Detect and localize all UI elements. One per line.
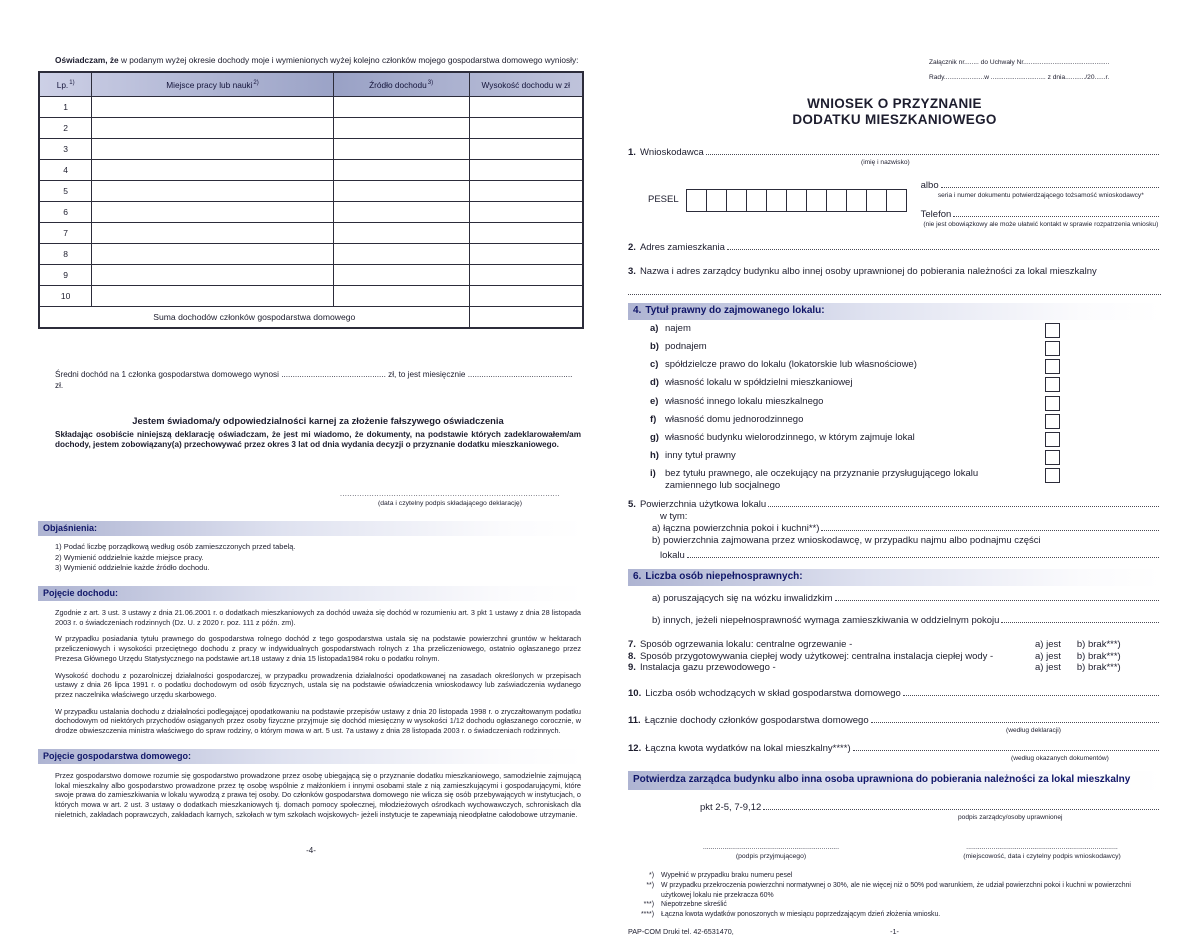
income-table <box>38 71 584 329</box>
pesel-label: PESEL <box>648 194 679 206</box>
telefon-field <box>921 209 1161 221</box>
table-row <box>39 97 583 118</box>
pesel-field <box>648 171 907 229</box>
albo-label: albo <box>920 180 939 192</box>
pesel-box[interactable] <box>786 189 807 212</box>
powierzchnia-b-fill-line[interactable] <box>687 557 1159 558</box>
dochody-caption: (według deklaracji) <box>1006 727 1061 735</box>
jest-option[interactable]: a) jest <box>1035 638 1061 650</box>
option-checkbox[interactable] <box>1045 432 1060 447</box>
option-checkbox[interactable] <box>1045 377 1060 392</box>
section-pojecie-gospodarstwa-header: Pojęcie gospodarstwa domowego: <box>38 749 584 764</box>
form-title: WNIOSEK O PRZYZNANIE DODATKU MIESZKANIOWEGO <box>792 96 997 127</box>
field-ciepla-woda: 8. Sposób przygotowywania ciepłej wody użytkowej: centralna instalacja ciepłej wody - a) jest b) brak***) <box>628 650 1121 662</box>
pesel-box[interactable] <box>686 189 707 212</box>
declaration-signature-block[interactable] <box>316 491 584 508</box>
powierzchnia-wtym: w tym: <box>660 510 688 522</box>
pesel-box[interactable] <box>886 189 907 212</box>
note-item: 1) Podać liczbę porządkową według osób zamieszczonych przed tabelą. <box>55 542 296 552</box>
option-checkbox[interactable] <box>1045 468 1060 483</box>
place-cell[interactable] <box>92 223 333 244</box>
field-liczba-osob: 10. Liczba osób wchodzących w skład gospodarstwa domowego <box>628 688 1161 700</box>
installations-group <box>628 639 1161 675</box>
field-wnioskodawca: 1. Wnioskodawca <box>628 147 1161 159</box>
dochod-paragraph: W przypadku posiadania tytułu prawnego do gospodarstwa rolnego dochód z tego gospodarstwa ustala się na podstawie powierzchni gruntów w hektarach przeliczeniowych i wysokości przeciętnego dochodu z pracy w indywidualnych gospodarstwach rolnych z 1ha przeliczeniowego, ostatnio ogłaszanego przez Prezesa Głównego Urzędu Statystycznego na podstawie art.18 ustawy z dnia 15 listopada1984 roku o podatku rolnym. <box>55 634 581 663</box>
amount-cell[interactable] <box>469 286 583 307</box>
jest-option[interactable]: a) jest <box>1035 650 1061 662</box>
option-checkbox[interactable] <box>1045 341 1060 356</box>
place-cell[interactable] <box>92 139 333 160</box>
niepelnosprawni-a: a) poruszających się na wózku inwalidzkim <box>652 593 1161 605</box>
option-row: c) spółdzielcze prawo do lokalu (lokatorskie lub własnościowe) <box>628 359 1161 374</box>
table-row <box>39 265 583 286</box>
section-4-header: 4. Tytuł prawny do zajmowanego lokalu: <box>628 303 1161 320</box>
note-item: 3) Wymienić oddzielnie każde źródło dochodu. <box>55 562 210 572</box>
row-number: 1 <box>39 97 92 118</box>
sum-row <box>39 307 583 329</box>
income-table-header <box>39 72 583 97</box>
pesel-box[interactable] <box>806 189 827 212</box>
place-cell[interactable] <box>92 181 333 202</box>
albo-field <box>921 180 1161 192</box>
table-row <box>39 160 583 181</box>
powierzchnia-a-fill-line[interactable] <box>821 530 1159 531</box>
page-declaration <box>38 55 584 856</box>
pesel-box[interactable] <box>766 189 787 212</box>
pkt-confirmation-line <box>628 802 1161 814</box>
pesel-box[interactable] <box>826 189 847 212</box>
col-header-source: Źródło dochodu$^{3)}$ <box>333 72 469 97</box>
sum-amount-cell[interactable] <box>469 307 583 329</box>
table-row <box>39 118 583 139</box>
telefon-fill-line[interactable] <box>953 216 1159 217</box>
amount-cell[interactable] <box>469 160 583 181</box>
option-checkbox[interactable] <box>1045 359 1060 374</box>
albo-caption: seria i numer dokumentu potwierdzającego tożsamość wnioskodawcy* <box>937 192 1144 200</box>
powierzchnia-label: Powierzchnia użytkowa lokalu <box>639 499 767 511</box>
option-checkbox[interactable] <box>1045 450 1060 465</box>
row-number: 3 <box>39 139 92 160</box>
row-number: 8 <box>39 244 92 265</box>
intro-rest: w podanym wyżej okresie dochody moje i wymienionych wyżej kolejno członków mojego gospodarstwa domowego wyniosły: <box>118 55 579 65</box>
option-row: g) własność budynku wielorodzinnego, w którym zajmuje lokal <box>628 432 1161 447</box>
niepelnosprawni-a-fill-line[interactable] <box>835 600 1159 601</box>
declaration-intro <box>38 55 584 65</box>
footnote: **) W przypadku przekroczenia powierzchni normatywnej o 30%, ale nie więcej niż o 50% pod warunkiem, że udział powierzchni pokoi i kuchni w powierzchni użytkowej lokalu nie przekracza 60% <box>646 881 1131 899</box>
pesel-box[interactable] <box>846 189 867 212</box>
sum-label: Suma dochodów członków gospodarstwa domowego <box>39 307 469 329</box>
brak-option[interactable]: b) brak***) <box>1076 662 1121 674</box>
dochod-paragraph: Wysokość dochodu z pozarolniczej działalności gospodarczej, w przypadku prowadzenia działalności opodatkowanej na zasadach określonych w przepisach ustawy z dnia 26 lipca 1991 r. o podatku dochodowym od osób fizycznych, ustala się na podstawie oświadczenia wnioskodawcy lub zaświadczenia wydanego przez naczelnika właściwego urzędu skarbowego. <box>55 670 581 699</box>
place-cell[interactable] <box>92 97 333 118</box>
col-header-place: Miejsce pracy lub nauki$^{2)}$ <box>92 72 333 97</box>
source-cell[interactable] <box>333 265 469 286</box>
table-row <box>39 181 583 202</box>
table-row <box>39 286 583 307</box>
powierzchnia-fill-line[interactable] <box>768 506 1159 507</box>
option-row: d) własność lokalu w spółdzielni mieszkaniowej <box>628 377 1161 392</box>
wydatki-fill-line[interactable] <box>853 750 1159 751</box>
place-cell[interactable] <box>92 202 333 223</box>
table-row <box>39 202 583 223</box>
field-powierzchnia: 5. Powierzchnia użytkowa lokalu <box>628 499 1161 511</box>
jest-option[interactable]: a) jest <box>1035 662 1061 674</box>
row-number: 4 <box>39 160 92 181</box>
section-pojecie-dochodu-header: Pojęcie dochodu: <box>38 586 584 601</box>
pkt-caption: podpis zarządcy/osoby uprawnionej <box>958 813 1063 821</box>
section-6-header: 6. Liczba osób niepełnosprawnych: <box>628 569 1161 586</box>
col-header-amount: Wysokość dochodu w zł <box>469 72 583 97</box>
option-checkbox[interactable] <box>1045 323 1060 338</box>
niepelnosprawni-b-fill-line[interactable] <box>1001 622 1159 623</box>
applicant-signature[interactable] <box>923 844 1161 861</box>
option-row: h) inny tytuł prawny <box>628 450 1161 465</box>
brak-option[interactable]: b) brak***) <box>1076 650 1121 662</box>
telefon-caption: (nie jest obowiązkowy ale może ułatwić kontakt w sprawie rozpatrzenia wniosku) <box>923 221 1159 229</box>
field-wydatki: 12. Łączna kwota wydatków na lokal mieszkalny****) <box>628 743 1161 755</box>
footnotes <box>628 871 1161 919</box>
gospodarstwo-paragraph: Przez gospodarstwo domowe rozumie się gospodarstwo prowadzone przez osobę ubiegającą się o przyznanie dodatku mieszkaniowego, samodzielnie zajmującą lokal mieszkalny albo gospodarstwo prowadzone przez tę osobę wspólnie z małżonkiem i innymi osobami stale z nią zamieszkującymi i gospodarującymi, które swoje prawa do zamieszkiwania w lokalu wywodzą z prawa tej osoby. Do członków gospodarstwa domowego nie wlicza się osób przebywających w instytucjach, o których mowa w art. 2 ust. 3 ustawy o dodatkach mieszkaniowych tj. domach pomocy społecznej, młodzieżowych ośrodkach wychowawczych, schroniskach dla nieletnich, zakładach poprawczych, zakładach karnych, szkołach w tym szkołach wojskowych- jeżeli instytucje te zapewniają nieodpłatne całodobowe utrzymanie. <box>55 771 581 819</box>
pesel-box[interactable] <box>746 189 767 212</box>
objasnienia-notes <box>38 542 584 572</box>
signature-caption: (data i czytelny podpis składającego deklarację) <box>378 499 522 507</box>
source-cell[interactable] <box>333 118 469 139</box>
option-checkbox[interactable] <box>1045 396 1060 411</box>
page-application <box>622 55 1161 936</box>
receiver-signature[interactable] <box>648 844 894 861</box>
row-number: 9 <box>39 265 92 286</box>
amount-cell[interactable] <box>469 244 583 265</box>
source-cell[interactable] <box>333 286 469 307</box>
signature-dotted-line[interactable]: .......................................................................................... <box>339 490 561 498</box>
adres-fill-line[interactable] <box>727 249 1159 250</box>
receiver-signature-dots[interactable]: ...................................................................... <box>702 844 840 851</box>
signature-row <box>628 844 1161 861</box>
zarzadca-fill-line[interactable] <box>628 283 1161 295</box>
footnote: *) Wypełnić w przypadku braku numeru pesel <box>649 872 793 880</box>
pkt-fill-line[interactable] <box>763 809 1159 810</box>
attachment-line-2[interactable]: Rady......................w .............................. z dnia.........../20......r. <box>929 74 1110 81</box>
intro-lead: Oświadczam, że <box>55 55 119 65</box>
option-row: f) własność domu jednorodzinnego <box>628 414 1161 429</box>
field-gaz: 9. Instalacja gazu przewodowego - a) jest b) brak***) <box>628 662 1121 674</box>
row-number: 5 <box>39 181 92 202</box>
option-row: a) najem <box>628 323 1161 338</box>
amount-cell[interactable] <box>469 223 583 244</box>
col-header-lp: Lp.$^{1)}$ <box>39 72 92 97</box>
option-checkbox[interactable] <box>1045 414 1060 429</box>
powierzchnia-a: a) łączna powierzchnia pokoi i kuchni**) <box>652 523 1161 535</box>
brak-option[interactable]: b) brak***) <box>1076 638 1121 650</box>
legal-title-options <box>628 323 1161 492</box>
field-dochody: 11. Łącznie dochody członków gospodarstwa domowego <box>628 715 1161 727</box>
option-row: e) własność innego lokalu mieszkalnego <box>628 396 1161 411</box>
wydatki-caption: (według okazanych dokumentów) <box>1011 755 1109 763</box>
page-footer <box>628 927 1161 936</box>
wnioskodawca-fill-line[interactable] <box>706 154 1159 155</box>
dochod-paragraph: Zgodnie z art. 3 ust. 3 ustawy z dnia 21.06.2001 r. o dodatkach mieszkaniowych za dochód uważa się dochód w rozumieniu art. 3 pkt 1 ustawy z dnia 28 listopada 2003 r. o świadczeniach rodzinnych (Dz. U. z 2020 r. poz. 111 z późn. zm). <box>55 608 581 627</box>
adres-label: Adres zamieszkania <box>639 242 725 254</box>
table-row <box>39 139 583 160</box>
place-cell[interactable] <box>92 160 333 181</box>
applicant-signature-caption: (miejscowość, data i czytelny podpis wnioskodawcy) <box>963 852 1121 860</box>
note-item: 2) Wymienić oddzielnie każde miejsce pracy. <box>55 552 204 562</box>
pkt-label: pkt 2-5, 7-9,12 <box>700 801 762 813</box>
row-number: 10 <box>39 286 92 307</box>
pesel-boxes <box>687 189 907 212</box>
telefon-label: Telefon <box>920 209 952 221</box>
option-row: b) podnajem <box>628 341 1161 356</box>
powierzchnia-b-line1: b) powierzchnia zajmowana przez wnioskodawcę, w przypadku najmu albo podnajmu części <box>652 534 1041 546</box>
amount-cell[interactable] <box>469 97 583 118</box>
section-objasnienia-header: Objaśnienia: <box>38 521 584 536</box>
amount-cell[interactable] <box>469 139 583 160</box>
printer-info: PAP-COM Druki tel. 42-6531470, <box>628 926 734 936</box>
place-cell[interactable] <box>92 286 333 307</box>
source-cell[interactable] <box>333 139 469 160</box>
pesel-and-contact <box>628 171 1161 229</box>
place-cell[interactable] <box>92 265 333 286</box>
amount-cell[interactable] <box>469 118 583 139</box>
page-number-left: -4- <box>306 845 316 855</box>
footnote: ****) Łączna kwota wydatków ponoszonych w miesiącu poprzedzającym dzień złożenia wniosku. <box>640 910 941 918</box>
dochod-paragraph: W przypadku ustalania dochodu z działalności podlegającej opodatkowaniu na podstawie przepisów ustawy z dnia 20 listopada 1998 r. o zryczałtowanym podatku dochodowym od niektórych przychodów osiąganych przez osoby fizyczne przyjmuje się dochód miesięczny w wysokości 1/12 dochodu ogłaszanego corocznie, w drodze obwieszczenia ministra właściwego do spraw rodziny, o którym mowa w art. 5 ust. 7a ustawy z dnia 28 listopada 2003 r. o świadczeniach rodzinnych. <box>55 706 581 736</box>
field-zarzadca: 3. Nazwa i adres zarządcy budynku albo innej osoby uprawnionej do pobierania należności za lokal mieszkalny <box>628 266 1097 278</box>
row-number: 2 <box>39 118 92 139</box>
albo-fill-line[interactable] <box>941 187 1159 188</box>
row-number: 6 <box>39 202 92 223</box>
wnioskodawca-caption: (imię i nazwisko) <box>861 158 910 166</box>
niepelnosprawni-b: b) innych, jeżeli niepełnosprawność wymaga zamieszkiwania w oddzielnym pokoju <box>652 615 1161 627</box>
table-row <box>39 244 583 265</box>
field-ogrzewanie: 7. Sposób ogrzewania lokalu: centralne ogrzewanie - a) jest b) brak***) <box>628 638 1121 650</box>
page-number-right: -1- <box>890 926 899 936</box>
attachment-reference <box>929 55 1161 85</box>
powierzchnia-b-line2: lokalu <box>660 550 1161 562</box>
dochody-fill-line[interactable] <box>871 722 1159 723</box>
option-row: i) bez tytułu prawnego, ale oczekujący na przyznanie przysługującego lokalu zamiennego lub socjalnego <box>628 468 1161 492</box>
penalty-statement-title: Jestem świadoma/y odpowiedzialności karnej za złożenie fałszywego oświadczenia <box>132 414 504 426</box>
source-cell[interactable] <box>333 223 469 244</box>
place-cell[interactable] <box>92 244 333 265</box>
identity-contact-column <box>921 171 1161 229</box>
applicant-signature-dots[interactable]: .............................................................................. <box>966 844 1118 851</box>
wnioskodawca-label: Wnioskodawca <box>639 147 704 159</box>
zarzadca-label: Nazwa i adres zarządcy budynku albo innej osoby uprawnionej do pobierania należności za lokal mieszkalny <box>639 266 1097 278</box>
pesel-box[interactable] <box>726 189 747 212</box>
confirmation-bar: Potwierdza zarządca budynku albo inna osoba uprawniona do pobierania należności za lokal mieszkalny <box>628 771 1161 790</box>
attachment-line-1[interactable]: Załącznik nr........ do Uchwały Nr............................................... <box>929 59 1110 66</box>
source-cell[interactable] <box>333 202 469 223</box>
amount-cell[interactable] <box>469 202 583 223</box>
average-income-line[interactable]: Średni dochód na 1 członka gospodarstwa domowego wynosi .............................................. zł, to jest miesięcznie .............................................. zł. <box>55 370 573 390</box>
source-cell[interactable] <box>333 160 469 181</box>
footnote: ***) Niepotrzebne skreślić <box>643 901 727 909</box>
penalty-statement-text: Składając osobiście niniejszą deklarację oświadczam, że jest mi wiadomo, że dokumenty, na podstawie których zadeklarowałem/am dochody, jestem zobowiązany(a) przechowywać przez okres 3 lat od dnia wydania decyzji o przyznanie dodatku mieszkaniowego. <box>55 429 581 450</box>
pesel-box[interactable] <box>866 189 887 212</box>
amount-cell[interactable] <box>469 265 583 286</box>
place-cell[interactable] <box>92 118 333 139</box>
amount-cell[interactable] <box>469 181 583 202</box>
source-cell[interactable] <box>333 97 469 118</box>
source-cell[interactable] <box>333 244 469 265</box>
pesel-box[interactable] <box>706 189 727 212</box>
receiver-signature-caption: (podpis przyjmującego) <box>735 852 807 860</box>
field-adres: 2. Adres zamieszkania <box>628 242 1161 254</box>
row-number: 7 <box>39 223 92 244</box>
source-cell[interactable] <box>333 181 469 202</box>
table-row <box>39 223 583 244</box>
liczba-osob-fill-line[interactable] <box>903 695 1159 696</box>
